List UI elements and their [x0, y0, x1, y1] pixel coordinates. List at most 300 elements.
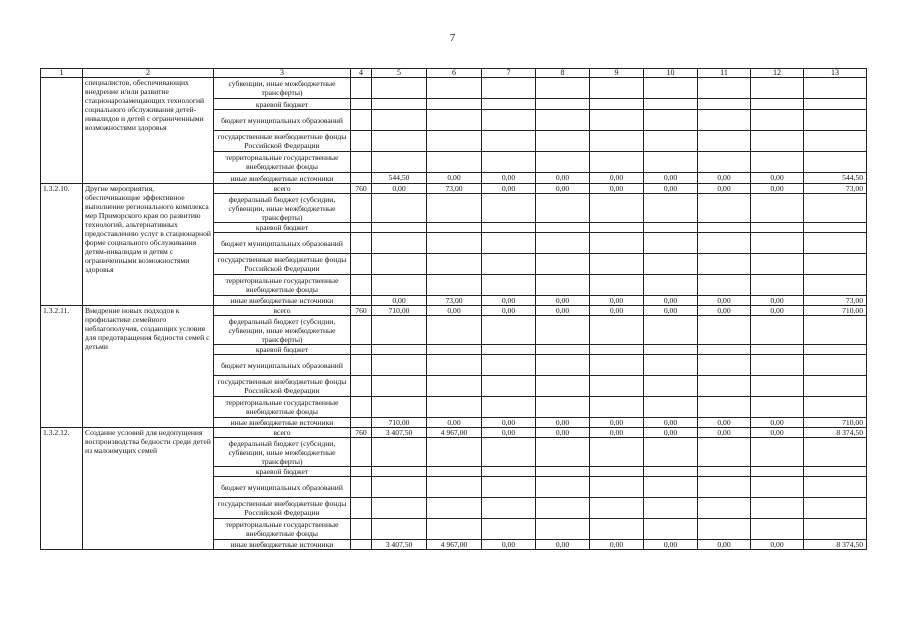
amount-cell — [804, 477, 867, 498]
amount-cell — [804, 438, 867, 467]
amount-cell — [372, 254, 427, 275]
amount-cell: 73,00 — [427, 296, 482, 306]
amount-cell — [427, 254, 482, 275]
amount-cell — [536, 110, 590, 131]
amount-cell — [751, 254, 804, 275]
amount-cell — [698, 376, 751, 397]
code-column-cell — [351, 498, 372, 519]
amount-cell — [804, 519, 867, 540]
amount-cell — [751, 78, 804, 99]
item-code-cell — [41, 78, 83, 184]
amount-cell — [482, 99, 536, 110]
amount-cell — [751, 233, 804, 254]
amount-cell — [644, 275, 698, 296]
amount-cell — [482, 233, 536, 254]
amount-cell — [804, 376, 867, 397]
funding-source-cell: государственные внебюджетные фонды Российской Федерации — [214, 131, 351, 152]
amount-cell: 710,00 — [372, 306, 427, 316]
amount-cell — [644, 99, 698, 110]
code-column-cell — [351, 438, 372, 467]
amount-cell: 544,50 — [372, 173, 427, 184]
amount-cell: 0,00 — [482, 418, 536, 428]
code-column-cell — [351, 99, 372, 110]
amount-cell — [427, 467, 482, 477]
funding-source-cell: государственные внебюджетные фонды Российской Федерации — [214, 254, 351, 275]
amount-cell — [590, 316, 644, 345]
amount-cell — [698, 275, 751, 296]
amount-cell: 3 407,50 — [372, 540, 427, 550]
amount-cell — [427, 275, 482, 296]
funding-source-cell: иные внебюджетные источники — [214, 296, 351, 306]
amount-cell: 0,00 — [644, 540, 698, 550]
amount-cell: 0,00 — [482, 184, 536, 194]
amount-cell: 0,00 — [698, 540, 751, 550]
amount-cell — [372, 477, 427, 498]
funding-source-cell: федеральный бюджет (субсидии, субвенции, иные межбюджетные трансферты) — [214, 316, 351, 345]
header-cell: 12 — [751, 69, 804, 78]
amount-cell — [590, 438, 644, 467]
code-column-cell — [351, 316, 372, 345]
amount-cell — [536, 477, 590, 498]
amount-cell: 710,00 — [804, 418, 867, 428]
funding-source-cell: краевой бюджет — [214, 345, 351, 355]
amount-cell — [427, 223, 482, 233]
funding-source-cell: территориальные государственные внебюджетные фонды — [214, 519, 351, 540]
amount-cell — [698, 467, 751, 477]
amount-cell: 0,00 — [536, 428, 590, 438]
amount-cell — [804, 233, 867, 254]
amount-cell: 0,00 — [590, 184, 644, 194]
amount-cell — [536, 233, 590, 254]
amount-cell — [698, 99, 751, 110]
code-column-cell — [351, 477, 372, 498]
code-column-cell — [351, 418, 372, 428]
header-cell: 5 — [372, 69, 427, 78]
amount-cell — [644, 376, 698, 397]
funding-source-cell: федеральный бюджет (субсидии, субвенции, иные межбюджетные трансферты) — [214, 194, 351, 223]
funding-source-cell: государственные внебюджетные фонды Российской Федерации — [214, 498, 351, 519]
code-column-cell: 760 — [351, 306, 372, 316]
amount-cell — [644, 254, 698, 275]
amount-cell: 0,00 — [536, 540, 590, 550]
amount-cell: 0,00 — [590, 540, 644, 550]
amount-cell: 0,00 — [644, 418, 698, 428]
amount-cell — [644, 152, 698, 173]
amount-cell — [751, 477, 804, 498]
amount-cell — [482, 438, 536, 467]
amount-cell — [427, 233, 482, 254]
funding-source-cell: иные внебюджетные источники — [214, 173, 351, 184]
amount-cell — [372, 397, 427, 418]
amount-cell — [372, 78, 427, 99]
amount-cell: 0,00 — [536, 296, 590, 306]
amount-cell: 0,00 — [751, 418, 804, 428]
amount-cell — [536, 275, 590, 296]
amount-cell: 0,00 — [644, 296, 698, 306]
code-column-cell — [351, 275, 372, 296]
amount-cell — [751, 376, 804, 397]
amount-cell — [698, 78, 751, 99]
code-column-cell — [351, 223, 372, 233]
amount-cell — [590, 519, 644, 540]
amount-cell: 0,00 — [427, 418, 482, 428]
amount-cell — [372, 99, 427, 110]
amount-cell: 8 374,50 — [804, 428, 867, 438]
amount-cell — [536, 345, 590, 355]
amount-cell — [644, 438, 698, 467]
amount-cell — [804, 110, 867, 131]
amount-cell — [804, 99, 867, 110]
funding-source-cell: всего — [214, 184, 351, 194]
amount-cell: 710,00 — [372, 418, 427, 428]
item-name-cell: Другие мероприятия, обеспечивающие эффективное выполнение регионального комплекса мер Приморского края по развитию технологий, альтернативных предоставлению услуг в стационарной форме социального обслуживания детям-инвалидам и детям с ограниченными возможностями здоровья — [83, 184, 214, 306]
amount-cell — [482, 355, 536, 376]
amount-cell — [590, 223, 644, 233]
table-row — [41, 78, 867, 99]
amount-cell — [427, 194, 482, 223]
amount-cell: 8 374,50 — [804, 540, 867, 550]
amount-cell — [536, 194, 590, 223]
amount-cell: 544,50 — [804, 173, 867, 184]
amount-cell — [590, 355, 644, 376]
amount-cell — [751, 355, 804, 376]
header-cell: 1 — [41, 69, 83, 78]
amount-cell: 0,00 — [751, 540, 804, 550]
amount-cell: 73,00 — [804, 296, 867, 306]
table-row — [41, 306, 867, 316]
funding-source-cell: иные внебюджетные источники — [214, 418, 351, 428]
amount-cell — [427, 397, 482, 418]
funding-source-cell: бюджет муниципальных образований — [214, 233, 351, 254]
amount-cell — [372, 152, 427, 173]
amount-cell — [427, 519, 482, 540]
amount-cell — [536, 316, 590, 345]
amount-cell — [427, 355, 482, 376]
amount-cell — [482, 519, 536, 540]
amount-cell — [372, 233, 427, 254]
amount-cell — [590, 78, 644, 99]
amount-cell — [482, 78, 536, 99]
code-column-cell: 760 — [351, 184, 372, 194]
amount-cell — [590, 152, 644, 173]
amount-cell — [698, 438, 751, 467]
amount-cell: 0,00 — [644, 184, 698, 194]
amount-cell — [804, 498, 867, 519]
amount-cell — [590, 233, 644, 254]
amount-cell: 0,00 — [482, 428, 536, 438]
amount-cell — [482, 110, 536, 131]
page-number: 7 — [449, 32, 456, 44]
amount-cell — [590, 131, 644, 152]
amount-cell — [427, 316, 482, 345]
amount-cell — [698, 345, 751, 355]
item-code-cell: 1.3.2.11. — [41, 306, 83, 428]
amount-cell: 0,00 — [751, 428, 804, 438]
funding-source-cell: всего — [214, 428, 351, 438]
header-cell: 4 — [351, 69, 372, 78]
amount-cell — [372, 498, 427, 519]
code-column-cell — [351, 540, 372, 550]
amount-cell — [751, 397, 804, 418]
amount-cell — [536, 131, 590, 152]
amount-cell — [751, 275, 804, 296]
header-cell: 9 — [590, 69, 644, 78]
amount-cell: 0,00 — [536, 306, 590, 316]
amount-cell — [536, 397, 590, 418]
funding-source-cell: территориальные государственные внебюджетные фонды — [214, 152, 351, 173]
amount-cell — [427, 477, 482, 498]
amount-cell — [372, 275, 427, 296]
code-column-cell — [351, 254, 372, 275]
header-cell: 11 — [698, 69, 751, 78]
code-column-cell — [351, 397, 372, 418]
amount-cell — [698, 316, 751, 345]
amount-cell — [427, 152, 482, 173]
amount-cell — [372, 345, 427, 355]
amount-cell — [372, 194, 427, 223]
header-row — [41, 69, 867, 78]
amount-cell — [698, 519, 751, 540]
amount-cell: 0,00 — [482, 306, 536, 316]
amount-cell — [751, 152, 804, 173]
amount-cell — [804, 194, 867, 223]
funding-source-cell: всего — [214, 306, 351, 316]
amount-cell — [644, 477, 698, 498]
amount-cell — [536, 355, 590, 376]
funding-source-cell: краевой бюджет — [214, 467, 351, 477]
amount-cell — [644, 345, 698, 355]
amount-cell — [536, 438, 590, 467]
amount-cell — [698, 397, 751, 418]
amount-cell: 73,00 — [427, 184, 482, 194]
amount-cell — [644, 397, 698, 418]
amount-cell — [427, 345, 482, 355]
amount-cell — [482, 345, 536, 355]
amount-cell — [644, 519, 698, 540]
amount-cell — [804, 78, 867, 99]
code-column-cell — [351, 467, 372, 477]
amount-cell — [644, 233, 698, 254]
amount-cell — [427, 498, 482, 519]
amount-cell: 0,00 — [751, 296, 804, 306]
header-cell: 10 — [644, 69, 698, 78]
amount-cell — [590, 194, 644, 223]
amount-cell — [804, 316, 867, 345]
amount-cell: 0,00 — [590, 306, 644, 316]
amount-cell — [372, 316, 427, 345]
amount-cell: 0,00 — [427, 173, 482, 184]
amount-cell — [372, 467, 427, 477]
amount-cell — [427, 110, 482, 131]
amount-cell — [804, 131, 867, 152]
amount-cell — [482, 397, 536, 418]
table-row — [41, 184, 867, 194]
amount-cell — [372, 223, 427, 233]
item-name-cell: Внедрение новых подходов к профилактике семейного неблагополучия, создающих условия для предотвращения бедности семей с детьми — [83, 306, 214, 428]
amount-cell — [590, 376, 644, 397]
amount-cell — [482, 275, 536, 296]
header-cell: 7 — [482, 69, 536, 78]
amount-cell — [698, 110, 751, 131]
amount-cell — [372, 438, 427, 467]
budget-table — [40, 68, 867, 550]
amount-cell — [698, 194, 751, 223]
amount-cell: 0,00 — [698, 428, 751, 438]
funding-source-cell: субвенции, иные межбюджетные трансферты) — [214, 78, 351, 99]
amount-cell — [536, 78, 590, 99]
code-column-cell — [351, 519, 372, 540]
amount-cell — [536, 99, 590, 110]
amount-cell — [372, 355, 427, 376]
amount-cell: 0,00 — [536, 418, 590, 428]
amount-cell — [482, 467, 536, 477]
amount-cell — [751, 498, 804, 519]
amount-cell — [644, 110, 698, 131]
amount-cell: 3 407,50 — [372, 428, 427, 438]
amount-cell: 0,00 — [644, 173, 698, 184]
amount-cell — [482, 498, 536, 519]
item-name-cell: специалистов, обеспечивающих внедрение и/или развитие стационарозамещающих технологий социального обслуживания детей-инвалидов и детей с ограниченными возможностями здоровья — [83, 78, 214, 184]
amount-cell — [644, 316, 698, 345]
funding-source-cell: бюджет муниципальных образований — [214, 355, 351, 376]
amount-cell: 0,00 — [590, 173, 644, 184]
amount-cell — [536, 498, 590, 519]
amount-cell — [751, 345, 804, 355]
amount-cell: 0,00 — [644, 306, 698, 316]
amount-cell — [482, 131, 536, 152]
amount-cell — [804, 152, 867, 173]
amount-cell — [482, 254, 536, 275]
amount-cell — [372, 519, 427, 540]
amount-cell — [482, 223, 536, 233]
amount-cell — [804, 254, 867, 275]
amount-cell: 0,00 — [698, 296, 751, 306]
code-column-cell — [351, 110, 372, 131]
amount-cell: 4 967,00 — [427, 428, 482, 438]
amount-cell — [751, 99, 804, 110]
amount-cell — [590, 477, 644, 498]
amount-cell — [427, 131, 482, 152]
amount-cell — [644, 194, 698, 223]
amount-cell — [804, 345, 867, 355]
item-code-cell: 1.3.2.10. — [41, 184, 83, 306]
amount-cell — [644, 131, 698, 152]
amount-cell — [482, 477, 536, 498]
amount-cell: 0,00 — [536, 184, 590, 194]
amount-cell — [751, 316, 804, 345]
funding-source-cell: краевой бюджет — [214, 223, 351, 233]
amount-cell — [698, 254, 751, 275]
amount-cell: 0,00 — [372, 184, 427, 194]
code-column-cell — [351, 296, 372, 306]
amount-cell — [698, 233, 751, 254]
code-column-cell — [351, 152, 372, 173]
amount-cell — [751, 110, 804, 131]
amount-cell — [427, 78, 482, 99]
amount-cell: 0,00 — [482, 173, 536, 184]
amount-cell — [751, 467, 804, 477]
amount-cell — [698, 477, 751, 498]
amount-cell — [536, 519, 590, 540]
amount-cell — [644, 498, 698, 519]
amount-cell — [536, 467, 590, 477]
amount-cell — [804, 223, 867, 233]
amount-cell — [698, 131, 751, 152]
funding-source-cell: территориальные государственные внебюджетные фонды — [214, 397, 351, 418]
amount-cell — [644, 78, 698, 99]
code-column-cell: 760 — [351, 428, 372, 438]
amount-cell — [590, 254, 644, 275]
code-column-cell — [351, 376, 372, 397]
amount-cell — [644, 467, 698, 477]
amount-cell — [536, 376, 590, 397]
amount-cell: 0,00 — [372, 296, 427, 306]
amount-cell — [644, 355, 698, 376]
amount-cell — [590, 498, 644, 519]
amount-cell — [590, 275, 644, 296]
amount-cell — [482, 194, 536, 223]
amount-cell — [372, 376, 427, 397]
amount-cell — [751, 131, 804, 152]
funding-source-cell: иные внебюджетные источники — [214, 540, 351, 550]
amount-cell — [590, 345, 644, 355]
amount-cell — [644, 223, 698, 233]
amount-cell — [751, 519, 804, 540]
amount-cell — [536, 152, 590, 173]
amount-cell — [751, 223, 804, 233]
amount-cell — [698, 355, 751, 376]
amount-cell — [751, 438, 804, 467]
code-column-cell — [351, 131, 372, 152]
amount-cell: 710,00 — [804, 306, 867, 316]
amount-cell: 0,00 — [751, 184, 804, 194]
code-column-cell — [351, 355, 372, 376]
header-cell: 3 — [214, 69, 351, 78]
amount-cell: 0,00 — [590, 428, 644, 438]
amount-cell — [536, 223, 590, 233]
amount-cell — [804, 355, 867, 376]
amount-cell — [590, 467, 644, 477]
funding-source-cell: бюджет муниципальных образований — [214, 110, 351, 131]
header-cell: 2 — [83, 69, 214, 78]
amount-cell — [590, 99, 644, 110]
amount-cell — [804, 397, 867, 418]
amount-cell — [482, 376, 536, 397]
amount-cell: 0,00 — [590, 296, 644, 306]
amount-cell: 0,00 — [482, 296, 536, 306]
amount-cell — [482, 152, 536, 173]
amount-cell — [427, 376, 482, 397]
amount-cell: 0,00 — [698, 184, 751, 194]
amount-cell — [482, 316, 536, 345]
amount-cell — [372, 110, 427, 131]
code-column-cell — [351, 345, 372, 355]
amount-cell: 0,00 — [698, 173, 751, 184]
code-column-cell — [351, 78, 372, 99]
amount-cell — [372, 131, 427, 152]
amount-cell — [590, 397, 644, 418]
amount-cell: 73,00 — [804, 184, 867, 194]
amount-cell: 0,00 — [482, 540, 536, 550]
amount-cell — [698, 223, 751, 233]
item-name-cell: Создание условий для недопущения воспроизводства бедности среди детей из малоимущих семей — [83, 428, 214, 550]
funding-source-cell: краевой бюджет — [214, 99, 351, 110]
amount-cell: 0,00 — [751, 306, 804, 316]
amount-cell — [804, 275, 867, 296]
amount-cell: 0,00 — [644, 428, 698, 438]
header-cell: 13 — [804, 69, 867, 78]
amount-cell — [427, 99, 482, 110]
